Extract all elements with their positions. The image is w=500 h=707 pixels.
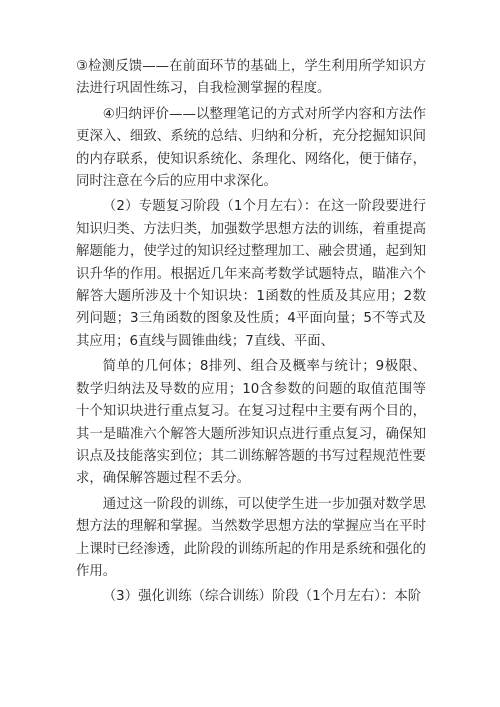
- paragraph-knowledge-blocks: 简单的几何体；8排列、组合及概率与统计；9极限、数学归纳法及导数的应用；10含参数的问题的取值范围等十个知识块进行重点复习。在复习过程中主要有两个目的，其一是瞄准六个解答大题所涉知识点进行重点复习，确保知识点及技能落实到位；其二训练解答题的书写过程规范性要求，确保解答题过程不丢分。: [76, 359, 426, 487]
- paragraph-intensive-training: （3）强化训练（综合训练）阶段（1个月左右）：本阶: [102, 589, 422, 605]
- paragraph-training-effect: 通过这一阶段的训练，可以使学生进一步加强对数学思想方法的理解和掌握。当然数学思想方法的掌握应当在平时上课时已经渗透，此阶段的训练所起的作用是系统和强化的作用。: [76, 496, 426, 579]
- document-body: [76, 56, 426, 612]
- paragraph-evaluation: ④归纳评价——以整理笔记的方式对所学内容和方法作更深入、细致、系统的总结、归纳和分析，充分挖掘知识间的内存联系，使知识系统化、条理化、网络化，便于储存，同时注意在今后的应用中求深化。: [76, 106, 426, 190]
- paragraph-feedback: ③检测反馈——在前面环节的基础上，学生利用所学知识方法进行巩固性练习，自我检测掌握的程度。: [76, 59, 426, 97]
- paragraph-topic-review: （2）专题复习阶段（1个月左右）：在这一阶段要进行知识归类、方法归类，加强数学思想方法的训练，着重提高解题能力，使学过的知识经过整理加工、融会贯通，起到知识升华的作用。根据近几年来高考数学试题特点，瞄准六个解答大题所涉及十个知识块：1函数的性质及其应用；2数列问题；3三角函数的图象及性质；4平面向量；5不等式及其应用；6直线与圆锥曲线；7直线、平面、: [76, 199, 426, 349]
